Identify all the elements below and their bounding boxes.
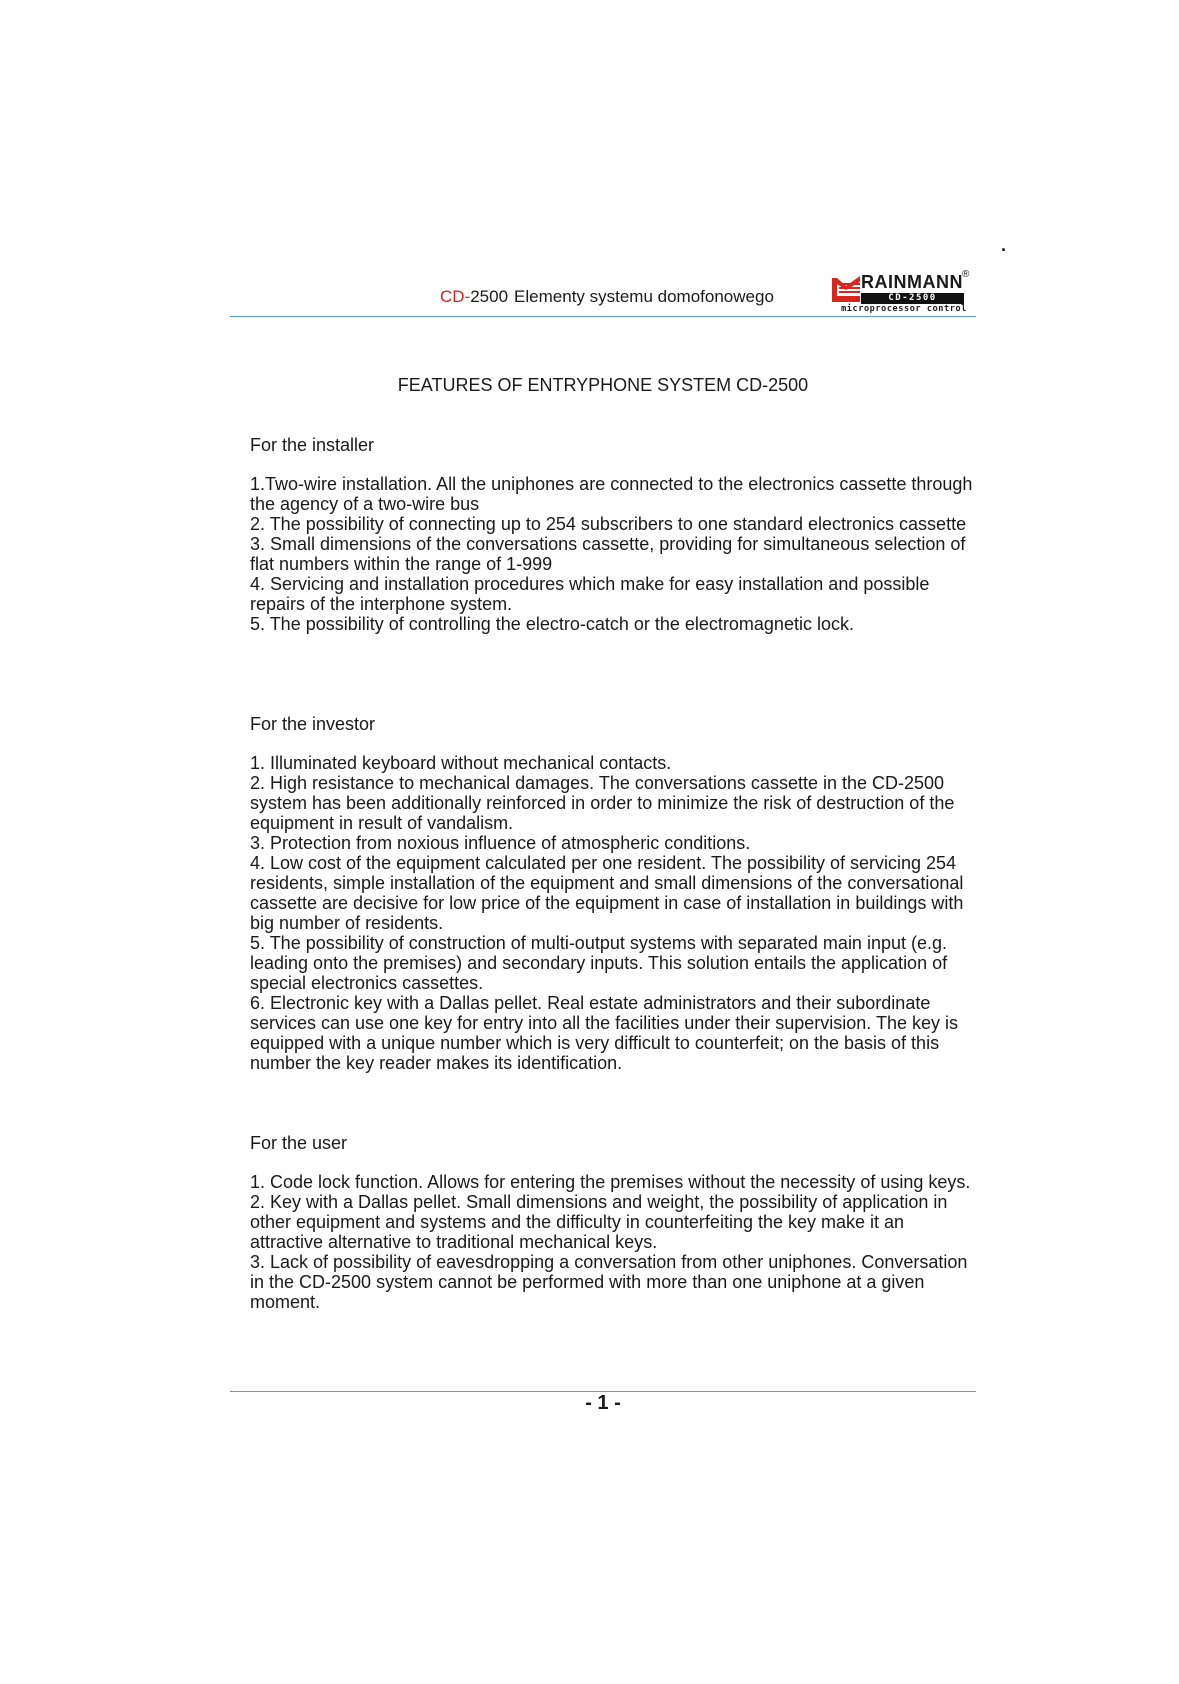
section-installer	[250, 434, 976, 634]
header-title	[440, 287, 774, 307]
feature-item: 3. Protection from noxious influence of atmospheric conditions.	[250, 833, 751, 853]
feature-item: 5. The possibility of controlling the electro-catch or the electromagnetic lock.	[250, 614, 854, 634]
stray-dot-mark: .	[1001, 235, 1007, 255]
logo-brand-name: RAINMANN	[861, 272, 963, 292]
section-investor	[250, 713, 976, 1073]
feature-item: 3. Lack of possibility of eavesdropping a conversation from other uniphones. Conversation in the CD-2500 system cannot be performed with more than one uniphone at a given moment.	[250, 1252, 968, 1312]
feature-item: 4. Low cost of the equipment calculated per one resident. The possibility of servicing 254 residents, simple installation of the equipment and small dimensions of the conversational cassette are decisive for low price of the equipment in case of installation in buildings with big number of residents.	[250, 853, 964, 933]
logo-tagline: microprocessor control	[841, 304, 967, 314]
section-heading: For the user	[250, 1133, 348, 1153]
feature-list	[250, 474, 976, 634]
header-divider	[230, 316, 976, 317]
logo-model-label: CD-2500	[861, 293, 964, 304]
header-cd-number: 2500	[470, 287, 509, 306]
feature-item: 1.Two-wire installation. All the uniphones are connected to the electronics cassette through the agency of a two-wire bus	[250, 474, 973, 514]
section-heading: For the investor	[250, 714, 376, 734]
rainmann-logo	[832, 269, 976, 314]
feature-list	[250, 753, 976, 1073]
document-title: FEATURES OF ENTRYPHONE SYSTEM CD-2500	[397, 375, 809, 395]
section-user	[250, 1132, 976, 1312]
feature-item: 6. Electronic key with a Dallas pellet. Real estate administrators and their subordinate services can use one key for entry into all the facilities under their supervision. The key is equipped with a unique number which is very difficult to counterfeit; on the basis of this number the key reader makes its identification.	[250, 993, 959, 1073]
feature-item: 2. Key with a Dallas pellet. Small dimensions and weight, the possibility of application in other equipment and systems and the difficulty in counterfeiting the key make it an attractive alternative to traditional mechanical keys.	[250, 1192, 948, 1252]
feature-list	[250, 1172, 976, 1312]
header-description: Elementy systemu domofonowego	[514, 287, 774, 306]
feature-item: 4. Servicing and installation procedures which make for easy installation and possible repairs of the interphone system.	[250, 574, 930, 614]
feature-item: 3. Small dimensions of the conversations cassette, providing for simultaneous selection of flat numbers within the range of 1-999	[250, 534, 966, 574]
page-number: - 1 -	[585, 1392, 621, 1414]
feature-item: 2. High resistance to mechanical damages. The conversations cassette in the CD-2500 system has been additionally reinforced in order to minimize the risk of destruction of the equipment in result of vandalism.	[250, 773, 955, 833]
rainmann-logo-mark-icon	[832, 274, 860, 302]
section-heading: For the installer	[250, 435, 375, 455]
logo-registered-mark: ®	[962, 269, 970, 280]
feature-item: 1. Illuminated keyboard without mechanical contacts.	[250, 753, 672, 773]
feature-item: 1. Code lock function. Allows for entering the premises without the necessity of using keys.	[250, 1172, 971, 1192]
feature-item: 5. The possibility of construction of multi-output systems with separated main input (e.g. leading onto the premises) and secondary inputs. This solution entails the application of special electronics cassettes.	[250, 933, 948, 993]
page-header	[230, 270, 976, 318]
header-cd-prefix: CD-	[440, 287, 471, 306]
feature-item: 2. The possibility of connecting up to 254 subscribers to one standard electronics cassette	[250, 514, 967, 534]
